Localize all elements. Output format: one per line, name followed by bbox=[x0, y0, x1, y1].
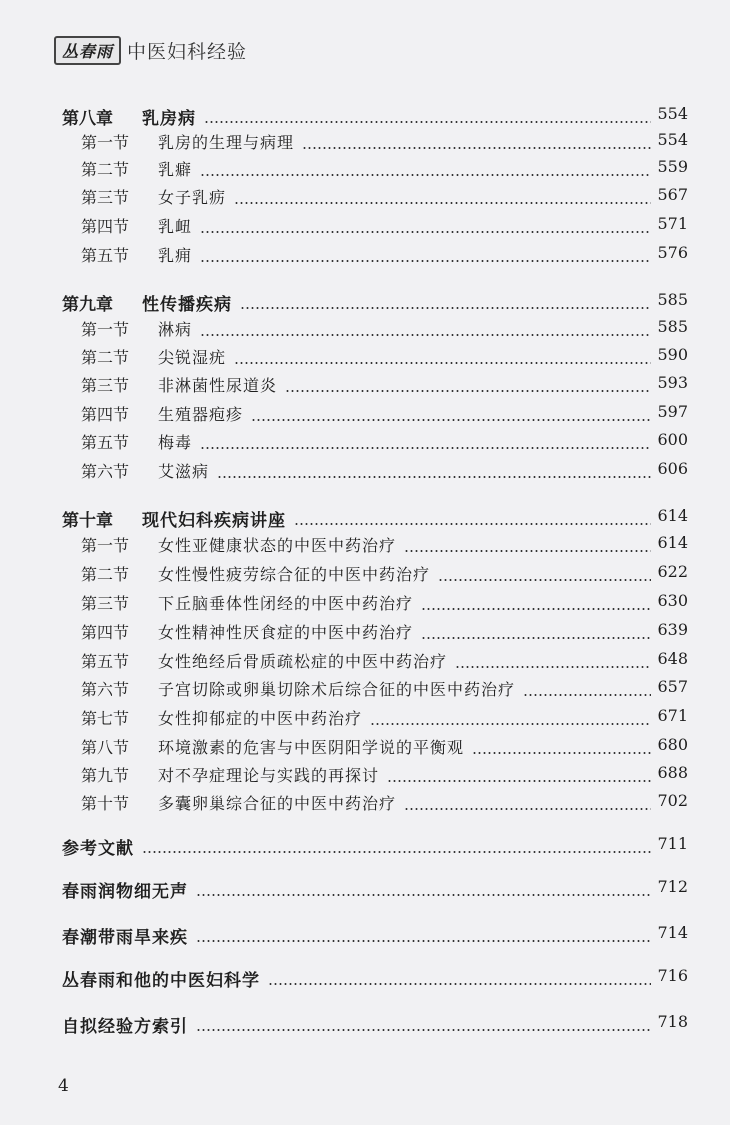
dot-leader bbox=[404, 550, 651, 552]
entry-number: 第五节 bbox=[81, 246, 130, 265]
toc-chapter-entry bbox=[0, 290, 730, 318]
dot-leader bbox=[200, 231, 651, 233]
entry-title: 非淋菌性尿道炎 bbox=[158, 376, 278, 395]
entry-title: 女性慢性疲劳综合征的中医中药治疗 bbox=[158, 565, 431, 584]
entry-page-number: 614 bbox=[657, 533, 688, 552]
entry-number: 第十章 bbox=[62, 511, 113, 531]
running-header bbox=[54, 36, 247, 65]
dot-leader bbox=[251, 419, 651, 421]
dot-leader bbox=[438, 579, 651, 581]
entry-title: 生殖器疱疹 bbox=[158, 405, 244, 424]
dot-leader bbox=[240, 307, 651, 309]
entry-page-number: 688 bbox=[657, 763, 688, 782]
toc-section-entry bbox=[0, 591, 730, 619]
entry-page-number: 606 bbox=[657, 459, 688, 478]
dot-leader bbox=[404, 808, 651, 810]
entry-title: 性传播疾病 bbox=[142, 295, 232, 315]
entry-number: 第五节 bbox=[81, 652, 130, 671]
entry-title: 现代妇科疾病讲座 bbox=[142, 511, 286, 531]
dot-leader bbox=[217, 476, 651, 478]
entry-number: 第十节 bbox=[81, 794, 130, 813]
dot-leader bbox=[294, 523, 651, 525]
toc-section-entry bbox=[0, 373, 730, 401]
toc-entry bbox=[0, 877, 730, 905]
dot-leader bbox=[204, 121, 651, 123]
entry-page-number: 559 bbox=[657, 157, 688, 176]
entry-title: 艾滋病 bbox=[158, 462, 210, 481]
toc-section-entry bbox=[0, 735, 730, 763]
toc-section-entry bbox=[0, 459, 730, 487]
entry-page-number: 571 bbox=[657, 214, 688, 233]
toc-entry bbox=[0, 923, 730, 951]
entry-page-number: 593 bbox=[657, 373, 688, 392]
dot-leader bbox=[234, 202, 651, 204]
toc-section-entry bbox=[0, 649, 730, 677]
entry-page-number: 622 bbox=[657, 562, 688, 581]
entry-title: 乳衄 bbox=[158, 217, 193, 236]
dot-leader bbox=[421, 637, 651, 639]
toc-section-entry bbox=[0, 533, 730, 561]
entry-page-number: 630 bbox=[657, 591, 688, 610]
toc-section-entry bbox=[0, 185, 730, 213]
entry-title: 春雨润物细无声 bbox=[62, 882, 188, 902]
author-seal: 丛春雨 bbox=[54, 36, 121, 65]
entry-page-number: 711 bbox=[657, 834, 688, 853]
entry-page-number: 702 bbox=[657, 791, 688, 810]
entry-number: 第一节 bbox=[81, 133, 130, 152]
entry-number: 第九节 bbox=[81, 766, 130, 785]
toc-section-entry bbox=[0, 402, 730, 430]
toc-section-entry bbox=[0, 214, 730, 242]
entry-number: 第八章 bbox=[62, 109, 113, 129]
dot-leader bbox=[268, 983, 651, 985]
entry-number: 第六节 bbox=[81, 680, 130, 699]
toc-section-entry bbox=[0, 345, 730, 373]
entry-number: 第三节 bbox=[81, 376, 130, 395]
entry-number: 第四节 bbox=[81, 405, 130, 424]
entry-page-number: 657 bbox=[657, 677, 688, 696]
dot-leader bbox=[142, 851, 651, 853]
toc-section-entry bbox=[0, 157, 730, 185]
toc-chapter-entry bbox=[0, 506, 730, 534]
toc-entry bbox=[0, 1012, 730, 1040]
entry-title: 乳房病 bbox=[142, 109, 196, 129]
dot-leader bbox=[196, 1029, 651, 1031]
entry-page-number: 680 bbox=[657, 735, 688, 754]
entry-title: 子宫切除或卵巢切除术后综合征的中医中药治疗 bbox=[158, 680, 516, 699]
entry-number: 第一节 bbox=[81, 536, 130, 555]
entry-page-number: 614 bbox=[657, 506, 688, 525]
entry-title: 乳癖 bbox=[158, 160, 193, 179]
dot-leader bbox=[200, 174, 651, 176]
entry-page-number: 600 bbox=[657, 430, 688, 449]
toc-entry bbox=[0, 834, 730, 862]
entry-title: 自拟经验方索引 bbox=[62, 1017, 188, 1037]
entry-title: 春潮带雨旱来疾 bbox=[62, 928, 188, 948]
entry-page-number: 590 bbox=[657, 345, 688, 364]
entry-page-number: 576 bbox=[657, 243, 688, 262]
entry-page-number: 554 bbox=[657, 130, 688, 149]
toc-section-entry bbox=[0, 130, 730, 158]
entry-page-number: 585 bbox=[657, 290, 688, 309]
entry-title: 梅毒 bbox=[158, 433, 193, 452]
entry-number: 第二节 bbox=[81, 565, 130, 584]
entry-page-number: 714 bbox=[657, 923, 688, 942]
toc-section-entry bbox=[0, 706, 730, 734]
entry-title: 环境激素的危害与中医阴阳学说的平衡观 bbox=[158, 738, 465, 757]
dot-leader bbox=[234, 362, 651, 364]
entry-number: 第三节 bbox=[81, 188, 130, 207]
dot-leader bbox=[421, 608, 651, 610]
entry-page-number: 597 bbox=[657, 402, 688, 421]
book-series-title: 中医妇科经验 bbox=[127, 41, 248, 63]
entry-title: 女性绝经后骨质疏松症的中医中药治疗 bbox=[158, 652, 448, 671]
dot-leader bbox=[370, 723, 651, 725]
entry-number: 第一节 bbox=[81, 320, 130, 339]
entry-page-number: 567 bbox=[657, 185, 688, 204]
entry-title: 淋病 bbox=[158, 320, 193, 339]
toc-section-entry bbox=[0, 430, 730, 458]
entry-page-number: 639 bbox=[657, 620, 688, 639]
toc-entry bbox=[0, 966, 730, 994]
entry-number: 第六节 bbox=[81, 462, 130, 481]
entry-number: 第五节 bbox=[81, 433, 130, 452]
toc-section-entry bbox=[0, 620, 730, 648]
entry-title: 参考文献 bbox=[62, 839, 134, 859]
entry-number: 第七节 bbox=[81, 709, 130, 728]
toc-section-entry bbox=[0, 791, 730, 819]
dot-leader bbox=[455, 666, 651, 668]
entry-page-number: 718 bbox=[657, 1012, 688, 1031]
toc-section-entry bbox=[0, 317, 730, 345]
entry-title: 对不孕症理论与实践的再探讨 bbox=[158, 766, 380, 785]
entry-title: 多囊卵巢综合征的中医中药治疗 bbox=[158, 794, 397, 813]
entry-number: 第八节 bbox=[81, 738, 130, 757]
entry-title: 乳痈 bbox=[158, 246, 193, 265]
dot-leader bbox=[285, 390, 651, 392]
dot-leader bbox=[472, 752, 651, 754]
dot-leader bbox=[200, 334, 651, 336]
entry-page-number: 648 bbox=[657, 649, 688, 668]
entry-number: 第四节 bbox=[81, 623, 130, 642]
entry-title: 女性亚健康状态的中医中药治疗 bbox=[158, 536, 397, 555]
entry-number: 第三节 bbox=[81, 594, 130, 613]
entry-number: 第二节 bbox=[81, 160, 130, 179]
page-number: 4 bbox=[58, 1076, 69, 1096]
entry-page-number: 716 bbox=[657, 966, 688, 985]
entry-page-number: 554 bbox=[657, 104, 688, 123]
entry-number: 第四节 bbox=[81, 217, 130, 236]
entry-title: 尖锐湿疣 bbox=[158, 348, 227, 367]
toc-section-entry bbox=[0, 763, 730, 791]
entry-page-number: 585 bbox=[657, 317, 688, 336]
dot-leader bbox=[196, 940, 651, 942]
dot-leader bbox=[200, 260, 651, 262]
entry-title: 女子乳疬 bbox=[158, 188, 227, 207]
entry-number: 第二节 bbox=[81, 348, 130, 367]
dot-leader bbox=[387, 780, 651, 782]
entry-title: 下丘脑垂体性闭经的中医中药治疗 bbox=[158, 594, 414, 613]
toc-section-entry bbox=[0, 562, 730, 590]
entry-title: 丛春雨和他的中医妇科学 bbox=[62, 971, 260, 991]
entry-number: 第九章 bbox=[62, 295, 113, 315]
toc-section-entry bbox=[0, 243, 730, 271]
dot-leader bbox=[523, 694, 651, 696]
entry-page-number: 671 bbox=[657, 706, 688, 725]
entry-page-number: 712 bbox=[657, 877, 688, 896]
entry-title: 女性抑郁症的中医中药治疗 bbox=[158, 709, 363, 728]
entry-title: 乳房的生理与病理 bbox=[158, 133, 295, 152]
toc-section-entry bbox=[0, 677, 730, 705]
entry-title: 女性精神性厌食症的中医中药治疗 bbox=[158, 623, 414, 642]
dot-leader bbox=[200, 447, 651, 449]
dot-leader bbox=[302, 147, 651, 149]
toc-chapter-entry bbox=[0, 104, 730, 132]
dot-leader bbox=[196, 894, 651, 896]
